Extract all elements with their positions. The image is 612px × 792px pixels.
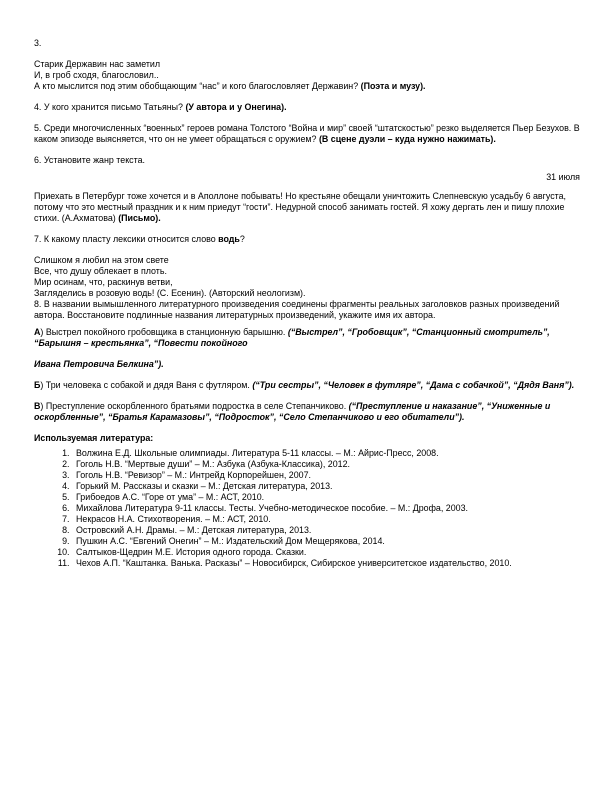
poem-line: Старик Державин нас заметил: [34, 59, 161, 69]
task6-date: 31 июля: [546, 172, 580, 182]
question-text: А кто мыслится под этим обобщающим “нас” и кого благословляет Державин?: [34, 81, 359, 91]
list-item: 2. Гоголь Н.В. “Мертвые души” – М.: Азбука (Азбука-Классика), 2012.: [72, 459, 580, 470]
task5: [34, 123, 580, 145]
question-mark: ?: [239, 234, 245, 244]
question-text: 7. К какому пласту лексики относится слово: [34, 234, 219, 244]
task8-a-answer-cont: Ивана Петровича Белкина”).: [34, 359, 164, 369]
option-letter: Б: [34, 380, 41, 390]
task6-text: [34, 191, 580, 224]
answer-text: (В сцене дуэли – куда нужно нажимать).: [318, 134, 496, 144]
list-item: 1. Волжина Е.Д. Школьные олимпиады. Литература 5-11 классы. – М.: Айрис-Пресс, 2008.: [72, 448, 580, 459]
answer-text: (“Преступление и наказание”, “Униженные и оскорбленные”, “Братья Карамазовы”, “Подросток”, “Село Степанчиково и его обитатели”).: [34, 401, 551, 422]
answer-text: (“Три сестры”, “Человек в футляре”, “Дама с собачкой”, “Дядя Ваня”).: [252, 380, 575, 390]
task7-question: [34, 234, 580, 245]
option-text: ) Три человека с собакой и дядя Ваня с футляром.: [40, 380, 250, 390]
option-letter: В: [34, 401, 41, 411]
option-text: ) Выстрел покойного гробовщика в станционную барышню.: [40, 327, 286, 337]
poem-line: Все, что душу облекает в плоть.: [34, 266, 167, 276]
list-item: 4. Горький М. Рассказы и сказки – М.: Детская литература, 2013.: [72, 481, 580, 492]
task8-b: [34, 380, 580, 391]
option-text: ) Преступление оскорбленного братьями подростка в селе Степанчиково.: [40, 401, 347, 411]
task8-a: [34, 327, 580, 349]
task3-poem: [34, 59, 580, 92]
poem-line: Загляделись в розовую водь! (С. Есенин). (Авторский неологизм).: [34, 288, 306, 298]
list-item: 3. Гоголь Н.В. “Ревизор” – М.: Интрейд Корпорейшен, 2007.: [72, 470, 580, 481]
literature-list: [34, 448, 580, 569]
poem-line: Мир осинам, что, раскинув ветви,: [34, 277, 173, 287]
task3-number: 3.: [34, 38, 42, 48]
heading-text: Используемая литература:: [34, 433, 154, 443]
task6-question: 6. Установите жанр текста.: [34, 155, 145, 165]
list-item: 7. Некрасов Н.А. Стихотворения. – М.: АСТ, 2010.: [72, 514, 580, 525]
task3-question: [34, 81, 580, 92]
literature-heading: [34, 433, 580, 444]
letter-text: Приехать в Петербург тоже хочется и в Аполлоне побывать! Но крестьяне обещали уничтожить Слепневскую усадьбу 6 августа, потому что это местный праздник и к ним приедут “гости”. Недурной способ занимать гостей. Я хожу дергать лен и пишу плохие стихи. (А.Ахматова): [34, 191, 567, 223]
list-item: 11. Чехов А.П. “Каштанка. Ванька. Расказы” – Новосибирск, Сибирское университетское издательство, 2010.: [72, 558, 580, 569]
list-item: 8. Островский А.Н. Драмы. – М.: Детская литература, 2013.: [72, 525, 580, 536]
list-item: 9. Пушкин А.С. “Евгений Онегин” – М.: Издательский Дом Мещерякова, 2014.: [72, 536, 580, 547]
list-item: 5. Грибоедов А.С. “Горе от ума” – М.: АСТ, 2010.: [72, 492, 580, 503]
answer-text: (Поэта и музу).: [360, 81, 426, 91]
task7-poem: [34, 255, 580, 299]
poem-line: Слишком я любил на этом свете: [34, 255, 169, 265]
task8-c: [34, 401, 580, 423]
task4: [34, 102, 580, 113]
answer-text: (“Выстрел”, “Гробовщик”, “Станционный смотритель”, “Барышня – крестьянка”, “Повести покойного: [34, 327, 550, 348]
list-item: 6. Михайлова Литература 9-11 классы. Тесты. Учебно-методическое пособие. – М.: Дрофа, 2003.: [72, 503, 580, 514]
question-text: 4. У кого хранится письмо Татьяны?: [34, 102, 183, 112]
word-highlight: водь: [218, 234, 240, 244]
list-item: 10. Салтыков-Щедрин М.Е. История одного города. Сказки.: [72, 547, 580, 558]
answer-text: (У автора и у Онегина).: [185, 102, 287, 112]
question-text: 5. Среди многочисленных “военных” героев романа Толстого “Война и мир” своей “штатскостью” резко выделяется Пьер Безухов. В каком эпизоде выясняется, что он не умеет обращаться с оружием?: [34, 123, 580, 144]
document-page: [34, 38, 580, 569]
poem-line: И, в гроб сходя, благословил..: [34, 70, 159, 80]
task8-question: 8. В названии вымышленного литературного произведения соединены фрагменты реальных заголовков разных произведений автора. Восстановите подлинные названия литературных произведений, укажите имя их автора.: [34, 299, 560, 320]
option-letter: А: [34, 327, 41, 337]
answer-text: (Письмо).: [118, 213, 161, 223]
